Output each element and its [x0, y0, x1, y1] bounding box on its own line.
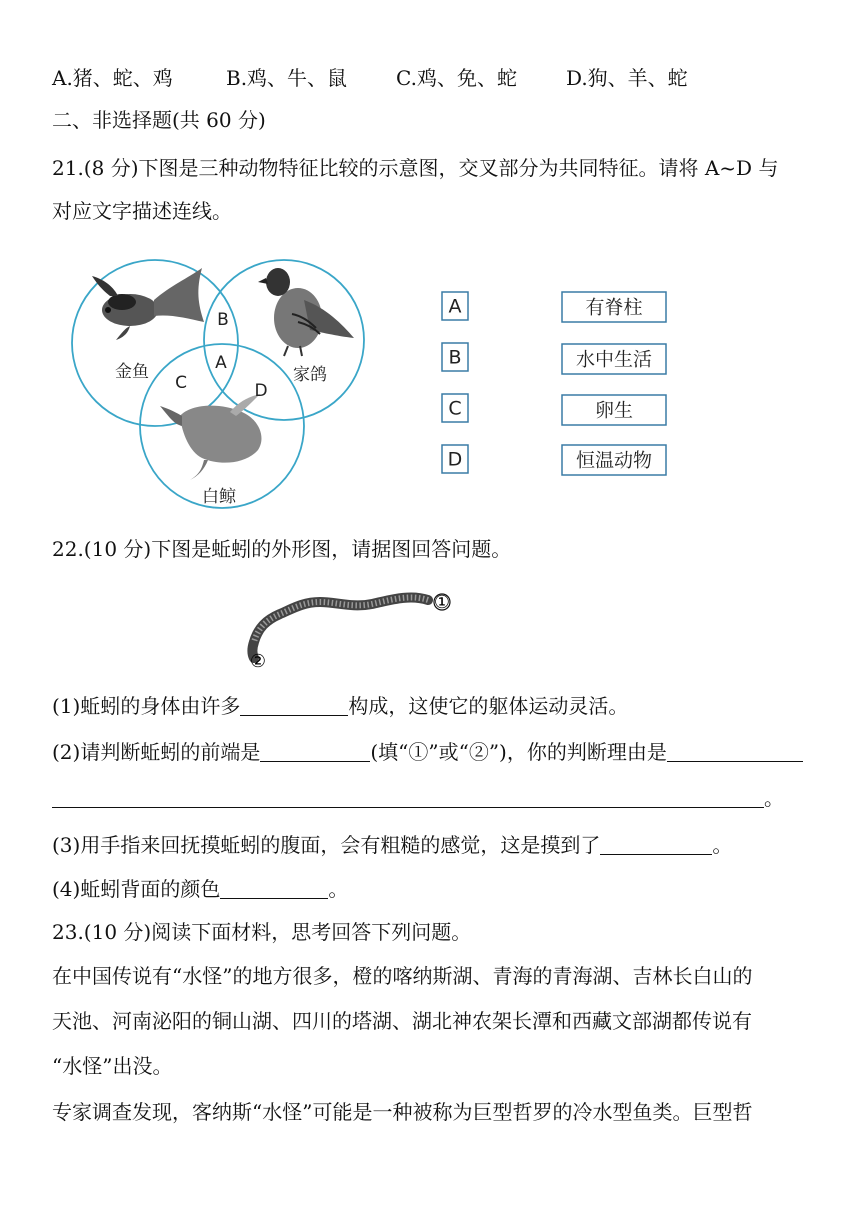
box-label-b: B [448, 346, 462, 369]
q22-sub2-middle: (填“①”或“②”)，你的判断理由是 [370, 740, 667, 764]
q22-sub1-prefix: (1)蚯蚓的身体由许多 [52, 694, 241, 718]
pigeon-image [258, 268, 354, 356]
q22-sub2-continuation [52, 784, 784, 812]
venn-region-b: B [217, 310, 229, 330]
q22-sub2-prefix: (2)请判断蚯蚓的前端是 [52, 740, 261, 764]
q22-sub3-prefix: (3)用手指来回抚摸蚯蚓的腹面，会有粗糙的感觉，这是摸到了 [52, 833, 601, 857]
goldfish-circle [72, 260, 238, 426]
box-label-a: A [448, 295, 462, 318]
q22-sub2-blank1[interactable] [260, 741, 370, 762]
section-title: 二、非选择题(共 60 分) [52, 108, 266, 132]
q21-stem-line2: 对应文字描述连线。 [52, 199, 232, 223]
goldfish-image [92, 268, 204, 340]
q22-sub3 [52, 831, 732, 859]
q23-stem: 23.(10 分)阅读下面材料，思考回答下列问题。 [52, 920, 472, 944]
venn-diagram [70, 238, 370, 518]
option-a: A.猪、蛇、鸡 [52, 66, 173, 90]
q22-sub1-blank[interactable] [240, 695, 348, 716]
q22-stem: 22.(10 分)下图是蚯蚓的外形图，请据图回答问题。 [52, 537, 512, 561]
q22-sub1 [52, 692, 628, 720]
option-c: C.鸡、免、蛇 [396, 66, 517, 90]
box-label-d: D [447, 448, 463, 471]
earthworm-diagram [240, 584, 460, 674]
whale-image [160, 394, 261, 480]
description-3: 卵生 [594, 399, 634, 422]
animal-label-whale: 白鲸 [202, 487, 236, 507]
description-boxes [560, 290, 672, 480]
animal-label-pigeon: 家鸽 [293, 365, 327, 385]
venn-region-d: D [254, 381, 268, 401]
q21-stem-line1: 21.(8 分)下图是三种动物特征比较的示意图，交叉部分为共同特征。请将 A~D 与 [52, 156, 779, 180]
q22-sub3-blank[interactable] [600, 834, 712, 855]
q23-p1-line1: 在中国传说有“水怪”的地方很多，橙的喀纳斯湖、青海的青海湖、吉林长白山的 [52, 964, 753, 988]
q22-sub4-blank[interactable] [220, 878, 328, 899]
marker-1: ① [433, 592, 451, 613]
q22-sub4 [52, 875, 348, 903]
q23-p2-line1: 专家调查发现，客纳斯“水怪”可能是一种被称为巨型哲罗的冷水型鱼类。巨型哲 [52, 1100, 753, 1124]
description-2: 水中生活 [575, 348, 653, 371]
q22-sub1-suffix: 构成，这使它的躯体运动灵活。 [348, 694, 629, 718]
q22-sub3-end: 。 [712, 833, 733, 857]
option-b: B.鸡、牛、鼠 [226, 66, 348, 90]
q22-sub2-end: 。 [764, 786, 784, 810]
description-1: 有脊柱 [585, 296, 643, 319]
option-d: D.狗、羊、蛇 [566, 66, 688, 90]
q23-p1-line2: 天池、河南泌阳的铜山湖、四川的塔湖、湖北神农架长潭和西藏文部湖都传说有 [52, 1009, 752, 1033]
q22-sub2-blank3[interactable] [52, 787, 764, 808]
q23-p1-line3: “水怪”出没。 [52, 1054, 173, 1078]
description-4: 恒温动物 [575, 449, 653, 472]
q22-sub2-blank2[interactable] [667, 741, 803, 762]
animal-label-goldfish: 金鱼 [115, 362, 149, 382]
q22-sub4-end: 。 [328, 877, 349, 901]
letter-boxes [440, 290, 472, 476]
marker-2: ② [249, 651, 267, 672]
box-label-c: C [448, 397, 462, 420]
venn-region-c: C [175, 373, 187, 393]
venn-region-a: A [215, 353, 227, 373]
q22-sub2 [52, 738, 803, 766]
q22-sub4-prefix: (4)蚯蚓背面的颜色 [52, 877, 221, 901]
